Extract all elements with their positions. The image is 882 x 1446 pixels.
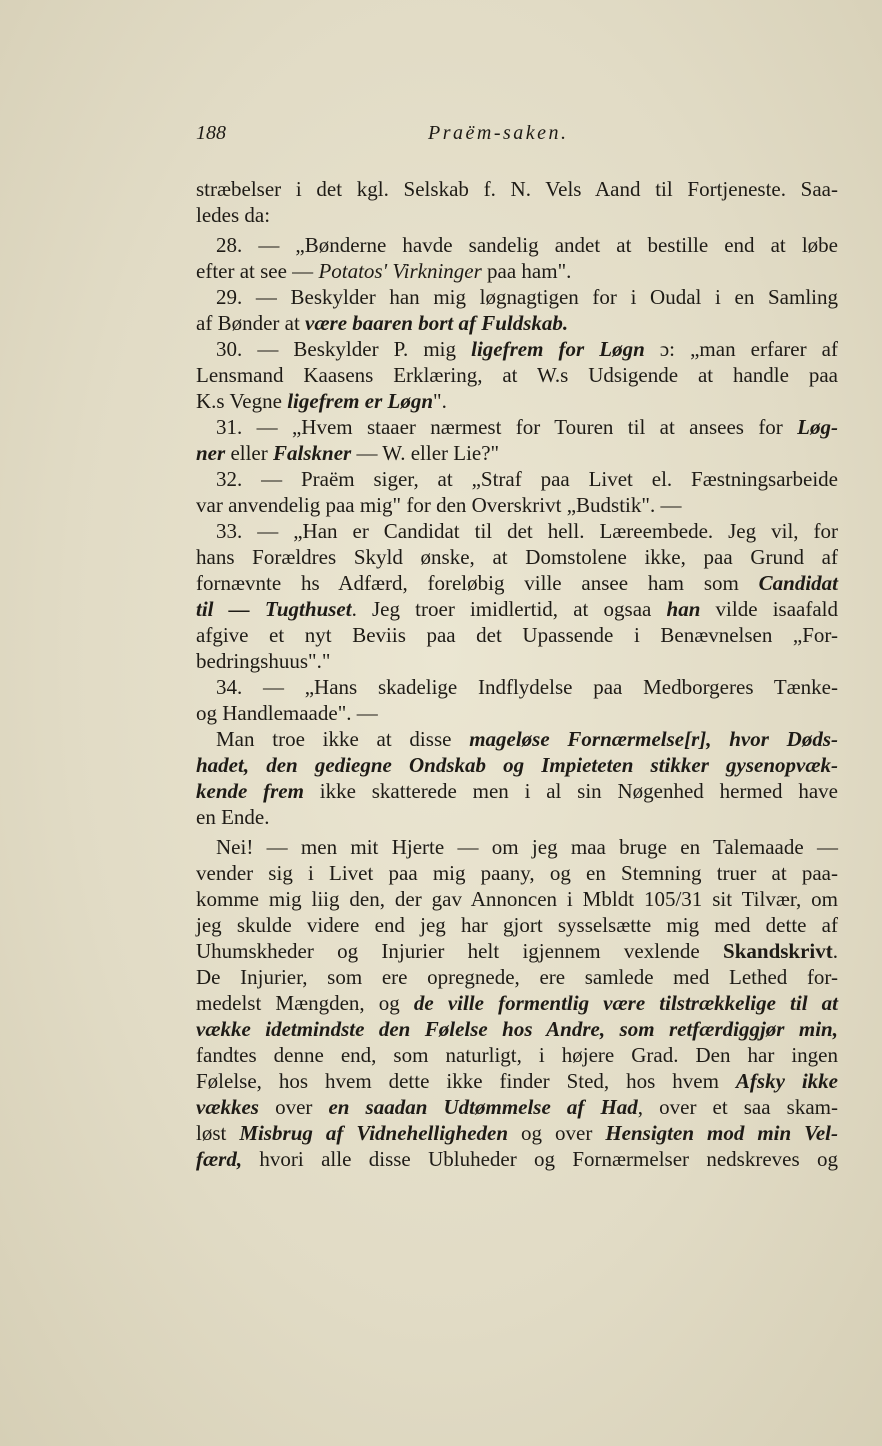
text-line: Følelse, hos hvem dette ikke finder Sted, hos hvem Afsky ikke (196, 1069, 838, 1093)
text-line: 30. — Beskylder P. mig ligefrem for Løgn ɔ: „man erfarer af (216, 337, 838, 361)
text-line: 33. — „Han er Candidat til det hell. Læreembede. Jeg vil, for (216, 519, 838, 543)
text-line: vender sig i Livet paa mig paany, og en Stemning truer at paa- (196, 861, 838, 885)
text-line: komme mig liig den, der gav Annoncen i Mbldt 105/31 sit Tilvær, om (196, 887, 838, 911)
text-line: bedringshuus"." (196, 649, 331, 673)
text-line: stræbelser i det kgl. Selskab f. N. Vels Aand til Fortjeneste. Saa- (196, 177, 838, 201)
text-line: til — Tugthuset. Jeg troer imidlertid, at ogsaa han vilde isaafald (196, 597, 838, 621)
text-line: medelst Mængden, og de ville formentlig være tilstrækkelige til at (196, 991, 838, 1015)
text-line: fornævnte hs Adfærd, foreløbig ville ansee ham som Candidat (196, 571, 838, 595)
text-line: Man troe ikke at disse mageløse Fornærmelse[r], hvor Døds- (216, 727, 838, 751)
text-line: ner eller Falskner — W. eller Lie?" (196, 441, 500, 465)
text-line: vække idetmindste den Følelse hos Andre, som retfærdiggjør min, (196, 1017, 838, 1041)
text-line: 29. — Beskylder han mig løgnagtigen for i Oudal i en Samling (216, 285, 838, 309)
text-line: Uhumskheder og Injurier helt igjennem vexlende Skandskrivt. (196, 939, 838, 963)
text-line: 34. — „Hans skadelige Indflydelse paa Medborgeres Tænke- (216, 675, 838, 699)
text-line: og Handlemaade". — (196, 701, 378, 725)
running-head: Praëm-saken. (428, 122, 569, 144)
text-line: Lensmand Kaasens Erklæring, at W.s Udsigende at handle paa (196, 363, 838, 387)
text-line: 32. — Praëm siger, at „Straf paa Livet el. Fæstningsarbeide (216, 467, 838, 491)
text-line: en Ende. (196, 805, 270, 829)
page-number: 188 (196, 122, 226, 144)
text-line: De Injurier, som ere opregnede, ere samlede med Lethed for- (196, 965, 838, 989)
text-line: 28. — „Bønderne havde sandelig andet at bestille end at løbe (216, 233, 838, 257)
text-line: Nei! — men mit Hjerte — om jeg maa bruge en Talemaade — (216, 835, 838, 859)
text-line: færd, hvori alle disse Ubluheder og Fornærmelser nedskreves og (196, 1147, 838, 1171)
text-line: vækkes over en saadan Udtømmelse af Had, over et saa skam- (196, 1095, 838, 1119)
text-line: løst Misbrug af Vidnehelligheden og over Hensigten mod min Vel- (196, 1121, 839, 1145)
text-line: efter at see — Potatos' Virkninger paa ham". (196, 259, 572, 283)
text-line: af Bønder at være baaren bort af Fuldskab. (196, 311, 569, 335)
text-line: hadet, den gediegne Ondskab og Impieteten stikker gysenopvæk- (196, 753, 838, 777)
body-text (196, 176, 838, 1172)
text-line: var anvendelig paa mig" for den Overskrivt „Budstik". — (196, 493, 682, 517)
page-header (196, 122, 838, 150)
text-line: afgive et nyt Beviis paa det Upassende i Benævnelsen „For- (196, 623, 838, 647)
text-line: hans Forældres Skyld ønske, at Domstolene ikke, paa Grund af (196, 545, 838, 569)
text-line: ledes da: (196, 203, 271, 227)
text-line: fandtes denne end, som naturligt, i højere Grad. Den har ingen (196, 1043, 838, 1067)
text-line: 31. — „Hvem staaer nærmest for Touren til at ansees for Løg- (216, 415, 838, 439)
text-line: K.s Vegne ligefrem er Løgn". (196, 389, 447, 413)
text-line: kende frem ikke skatterede men i al sin Nøgenhed hermed have (196, 779, 838, 803)
text-line: jeg skulde videre end jeg har gjort sysselsætte mig med dette af (196, 913, 838, 937)
